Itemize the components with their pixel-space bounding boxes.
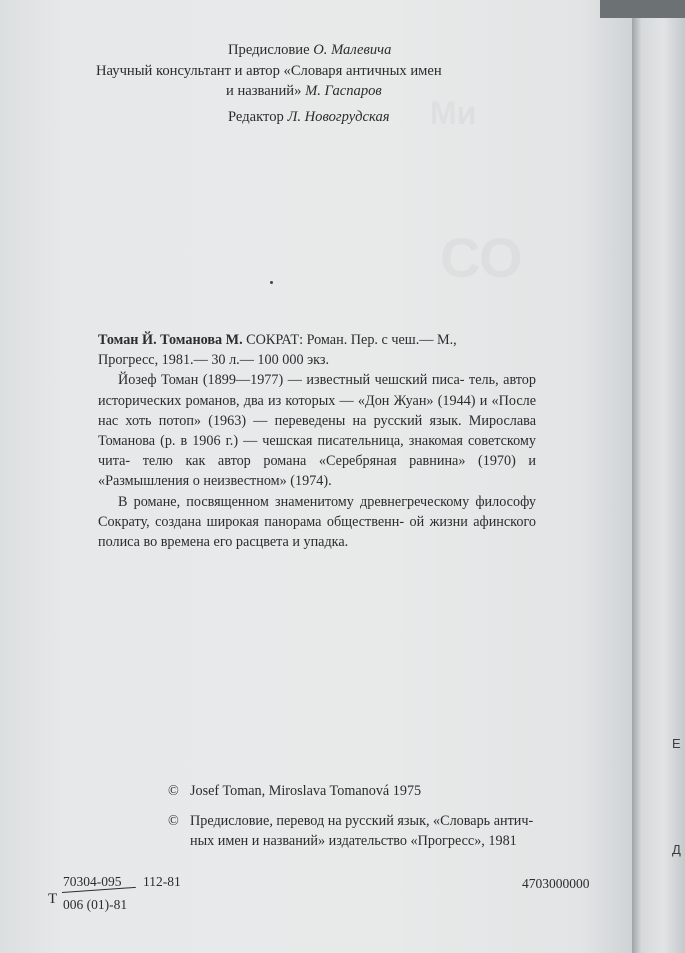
text-line: Жуан» (1944) и «После нас хоть потоп» (1963) — [98,392,536,429]
text-line: упадка. [303,534,349,551]
text-line: философу Сократу, создана широкая панорама общественн- [98,493,536,530]
consultant-name: М. Гаспаров [305,83,382,99]
text-line: телю как автор романа «Серебряная равнина» (1970) и [142,453,537,470]
title-line [98,330,536,350]
text-line: переведены на русский язык. Мирослава Томанова (р. в [98,412,536,450]
copyright-translation [168,811,588,851]
cover-edge [600,0,685,18]
annotation-block [98,330,536,552]
edge-mark: Е [672,736,681,751]
consultant-credit-line1 [96,61,566,82]
authors: Томан Й. Томанова М. [98,332,243,348]
text-line: 1906 г.) — чешская писательница, знакомая советскому чита- [98,433,536,470]
imprint-line: Прогресс, 1981.— 30 л.— 100 000 экз. [98,352,330,369]
book-title: СОКРАТ: Роман. Пер. с чеш.— М., [246,332,457,348]
consultant-label-cont: и названий» [226,83,302,99]
bleed-through-text: СО [440,226,523,289]
annotation-paragraph-1 [98,370,536,491]
bib-code: 4703000000 [522,876,590,891]
copyright-icon: © [168,813,179,829]
copyright-text: Josef Toman, Miroslava Tomanová 1975 [190,783,422,799]
bib-order-number: 112-81 [143,874,181,889]
text-line: тель, автор исторических романов, два из которых — «Дон [98,372,536,409]
preface-label: Предисловие [228,42,310,58]
copyright-original [168,781,588,801]
bleed-through-text: Ми [430,95,477,131]
bib-denominator: 006 (01)-81 [63,897,128,912]
annotation-paragraph-2 [98,492,536,553]
text-line: В романе, посвященном знаменитому древнегреческому [118,493,470,510]
decorative-dot [270,281,273,284]
copyright-text-cont: ных имен и названий» издательство «Прогресс», 1981 [190,833,517,849]
editor-name: Л. Новогрудская [287,108,390,125]
copyright-text: Предисловие, перевод на русский язык, «Словарь антич- [190,813,534,829]
consultant-credit-line2 [96,81,566,102]
text-line: «Размышления о неизвестном» (1974). [98,473,332,490]
editor-credit [96,107,566,128]
text-line: ой жизни афинского полиса во времена его расцвета и [98,513,537,551]
editor-label: Редактор [228,108,284,125]
edge-mark: Д [672,842,681,857]
copyright-icon: © [168,783,179,799]
consultant-label: Научный консультант и автор «Словаря античных имен [96,62,442,79]
bib-numerator: 70304-095 [63,874,122,889]
text-line: Йозеф Томан (1899—1977) — известный чешский писа- [118,372,465,389]
next-page-edge [632,0,685,953]
preface-name: О. Малевича [313,42,392,58]
preface-credit [96,40,566,61]
bib-letter: Т [48,891,58,907]
credits-block [96,40,566,127]
